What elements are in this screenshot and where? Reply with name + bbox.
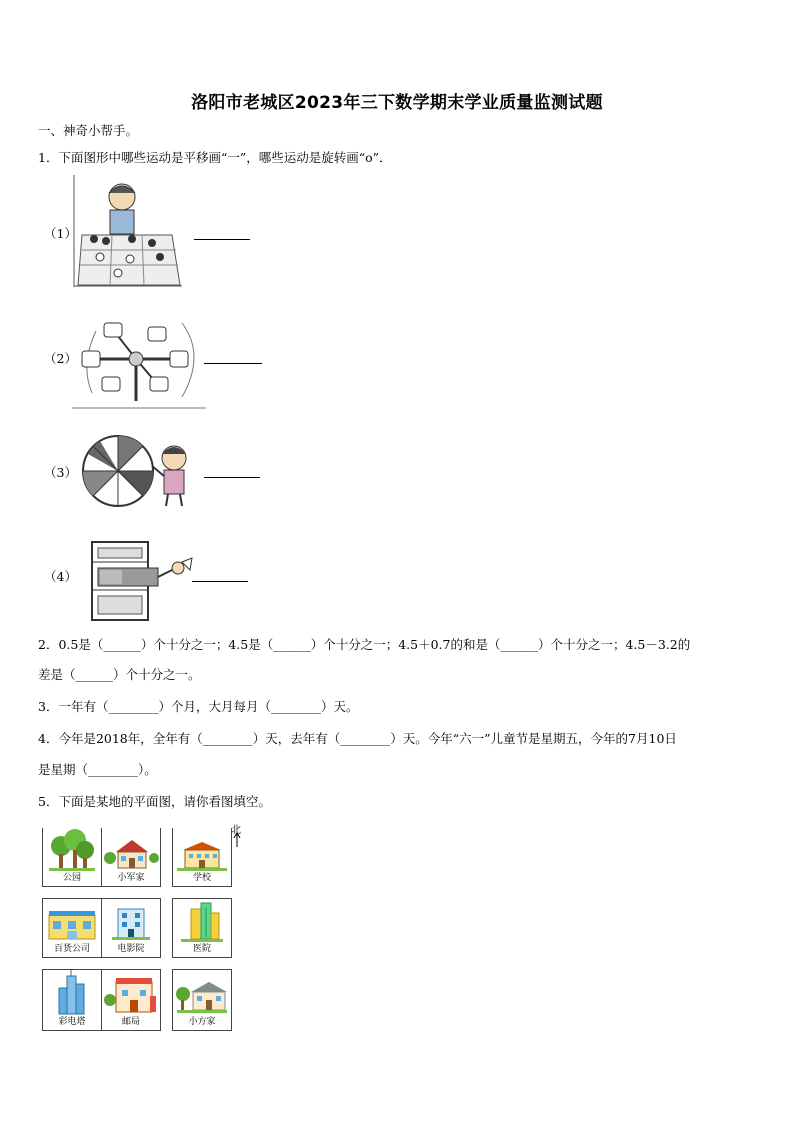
map-cell-post-office [101, 969, 161, 1031]
map-cell-xiaojun-home [101, 828, 161, 887]
north-arrow-icon [232, 832, 242, 848]
q1-item-4-label: （4） [44, 569, 77, 584]
place-name-tv-tower: 彩电塔 [58, 1017, 86, 1027]
place-name-park: 公园 [62, 873, 81, 883]
place-name-school: 学校 [192, 873, 211, 883]
map-cell-xiaofang-home [172, 969, 232, 1031]
map-cell-cinema [101, 898, 161, 958]
q1-answer-blank-2[interactable] [204, 363, 262, 364]
hospital-icon [173, 899, 231, 943]
house-icon [102, 828, 160, 872]
map-cell-hospital [172, 898, 232, 958]
q1-item-1-label: （1） [44, 226, 77, 241]
north-label: 北 [231, 825, 241, 836]
map-cell-tv-tower [42, 969, 102, 1031]
park-trees-icon [43, 828, 101, 872]
map-cell-department-store [42, 898, 102, 958]
drawer-picture [90, 540, 194, 622]
house-icon [173, 970, 231, 1016]
q1-answer-blank-4[interactable] [192, 581, 248, 582]
map-cell-park [42, 828, 102, 887]
question-2-line-1: 2．0.5是（______）个十分之一；4.5是（______）个十分之一；4.5＋0.7的和是（______）个十分之一；4.5－3.2的 [38, 637, 691, 652]
girl-wheel-picture [80, 432, 198, 510]
question-1-text: 1．下面图形中哪些运动是平移画“一”，哪些运动是旋转画“o”． [38, 150, 392, 165]
place-name-post-office: 邮局 [121, 1017, 140, 1027]
question-3-text: 3．一年有（________）个月，大月每月（________）天。 [38, 699, 359, 714]
question-5-text: 5．下面是某地的平面图，请你看图填空。 [38, 794, 271, 809]
q1-answer-blank-3[interactable] [204, 477, 260, 478]
place-name-xiaojun-home: 小军家 [117, 873, 145, 883]
department-store-icon [43, 899, 101, 943]
place-name-xiaofang-home: 小方家 [188, 1017, 216, 1027]
section-heading: 一、神奇小帮手。 [38, 123, 139, 138]
q1-item-3-label: （3） [44, 465, 77, 480]
post-office-icon [102, 970, 160, 1016]
place-name-hospital: 医院 [192, 944, 211, 954]
tv-tower-icon [43, 970, 101, 1016]
place-name-cinema: 电影院 [117, 944, 145, 954]
page-title: 洛阳市老城区2023年三下数学期末学业质量监测试题 [191, 93, 603, 113]
question-4-line-1: 4．今年是2018年，全年有（________）天，去年有（________）天。今年“六一”儿童节是星期五，今年的7月10日 [38, 731, 677, 746]
question-2-line-2: 差是（______）个十分之一。 [38, 667, 201, 682]
q1-item-2-label: （2） [44, 351, 77, 366]
question-4-line-2: 是星期（________）。 [38, 762, 157, 777]
map-cell-school [172, 828, 232, 887]
spinning-ride-picture [72, 315, 208, 410]
cinema-icon [102, 899, 160, 943]
q1-answer-blank-1[interactable] [194, 239, 250, 240]
place-name-department-store: 百货公司 [53, 944, 90, 954]
school-icon [173, 828, 231, 872]
boy-chess-picture [72, 175, 182, 287]
